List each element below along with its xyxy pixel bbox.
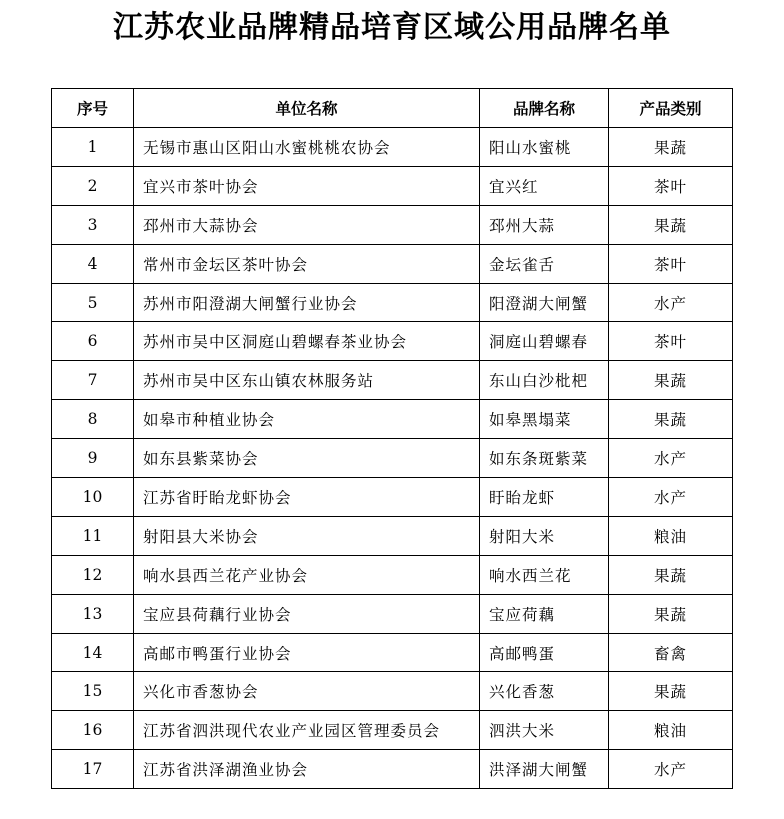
brand-name: 邳州大蒜 xyxy=(480,205,609,244)
brand-name: 东山白沙枇杷 xyxy=(480,361,609,400)
row-number: 7 xyxy=(52,361,134,400)
product-category: 粮油 xyxy=(609,711,733,750)
product-category: 水产 xyxy=(609,283,733,322)
table-header-row xyxy=(52,89,733,128)
table-row xyxy=(52,711,733,750)
row-number: 10 xyxy=(52,478,134,517)
product-category: 畜禽 xyxy=(609,633,733,672)
table-row xyxy=(52,594,733,633)
table-row xyxy=(52,516,733,555)
unit-name: 邳州市大蒜协会 xyxy=(134,205,480,244)
product-category: 果蔬 xyxy=(609,672,733,711)
table-row xyxy=(52,478,733,517)
brand-name: 阳澄湖大闸蟹 xyxy=(480,283,609,322)
row-number: 9 xyxy=(52,439,134,478)
product-category: 茶叶 xyxy=(609,244,733,283)
table-row xyxy=(52,361,733,400)
row-number: 17 xyxy=(52,750,134,789)
table-row xyxy=(52,283,733,322)
header-no: 序号 xyxy=(52,89,134,128)
table-row xyxy=(52,633,733,672)
unit-name: 响水县西兰花产业协会 xyxy=(134,555,480,594)
brand-name: 泗洪大米 xyxy=(480,711,609,750)
header-unit: 单位名称 xyxy=(134,89,480,128)
table-row xyxy=(52,166,733,205)
brand-name: 金坛雀舌 xyxy=(480,244,609,283)
table-row xyxy=(52,439,733,478)
row-number: 5 xyxy=(52,283,134,322)
unit-name: 如皋市种植业协会 xyxy=(134,400,480,439)
table-row xyxy=(52,400,733,439)
brand-name: 阳山水蜜桃 xyxy=(480,128,609,167)
brand-name: 高邮鸭蛋 xyxy=(480,633,609,672)
table-row xyxy=(52,322,733,361)
row-number: 14 xyxy=(52,633,134,672)
unit-name: 苏州市阳澄湖大闸蟹行业协会 xyxy=(134,283,480,322)
unit-name: 常州市金坛区茶叶协会 xyxy=(134,244,480,283)
unit-name: 江苏省泗洪现代农业产业园区管理委员会 xyxy=(134,711,480,750)
brand-name: 兴化香葱 xyxy=(480,672,609,711)
table-row xyxy=(52,672,733,711)
unit-name: 江苏省洪泽湖渔业协会 xyxy=(134,750,480,789)
table-row xyxy=(52,128,733,167)
brand-name: 宜兴红 xyxy=(480,166,609,205)
product-category: 果蔬 xyxy=(609,400,733,439)
row-number: 15 xyxy=(52,672,134,711)
brand-name: 洪泽湖大闸蟹 xyxy=(480,750,609,789)
brand-name: 射阳大米 xyxy=(480,516,609,555)
unit-name: 高邮市鸭蛋行业协会 xyxy=(134,633,480,672)
row-number: 1 xyxy=(52,128,134,167)
row-number: 11 xyxy=(52,516,134,555)
row-number: 4 xyxy=(52,244,134,283)
brand-name: 如东条斑紫菜 xyxy=(480,439,609,478)
unit-name: 苏州市吴中区洞庭山碧螺春茶业协会 xyxy=(134,322,480,361)
table-body xyxy=(52,128,733,789)
brand-name: 响水西兰花 xyxy=(480,555,609,594)
product-category: 果蔬 xyxy=(609,594,733,633)
unit-name: 如东县紫菜协会 xyxy=(134,439,480,478)
brand-name: 洞庭山碧螺春 xyxy=(480,322,609,361)
row-number: 3 xyxy=(52,205,134,244)
brand-name: 如皋黑塌菜 xyxy=(480,400,609,439)
header-category: 产品类别 xyxy=(609,89,733,128)
header-brand: 品牌名称 xyxy=(480,89,609,128)
row-number: 13 xyxy=(52,594,134,633)
unit-name: 兴化市香葱协会 xyxy=(134,672,480,711)
brand-name: 宝应荷藕 xyxy=(480,594,609,633)
product-category: 茶叶 xyxy=(609,322,733,361)
row-number: 2 xyxy=(52,166,134,205)
brand-name: 盱眙龙虾 xyxy=(480,478,609,517)
product-category: 水产 xyxy=(609,750,733,789)
unit-name: 无锡市惠山区阳山水蜜桃桃农协会 xyxy=(134,128,480,167)
product-category: 茶叶 xyxy=(609,166,733,205)
unit-name: 苏州市吴中区东山镇农林服务站 xyxy=(134,361,480,400)
product-category: 水产 xyxy=(609,439,733,478)
row-number: 6 xyxy=(52,322,134,361)
product-category: 果蔬 xyxy=(609,361,733,400)
row-number: 8 xyxy=(52,400,134,439)
brand-table xyxy=(51,88,733,789)
page-title: 江苏农业品牌精品培育区域公用品牌名单 xyxy=(113,10,671,45)
product-category: 水产 xyxy=(609,478,733,517)
table-row xyxy=(52,555,733,594)
product-category: 果蔬 xyxy=(609,205,733,244)
product-category: 果蔬 xyxy=(609,555,733,594)
unit-name: 射阳县大米协会 xyxy=(134,516,480,555)
unit-name: 江苏省盱眙龙虾协会 xyxy=(134,478,480,517)
table-row xyxy=(52,750,733,789)
table-row xyxy=(52,205,733,244)
unit-name: 宝应县荷藕行业协会 xyxy=(134,594,480,633)
row-number: 12 xyxy=(52,555,134,594)
table-row xyxy=(52,244,733,283)
product-category: 果蔬 xyxy=(609,128,733,167)
unit-name: 宜兴市茶叶协会 xyxy=(134,166,480,205)
row-number: 16 xyxy=(52,711,134,750)
product-category: 粮油 xyxy=(609,516,733,555)
